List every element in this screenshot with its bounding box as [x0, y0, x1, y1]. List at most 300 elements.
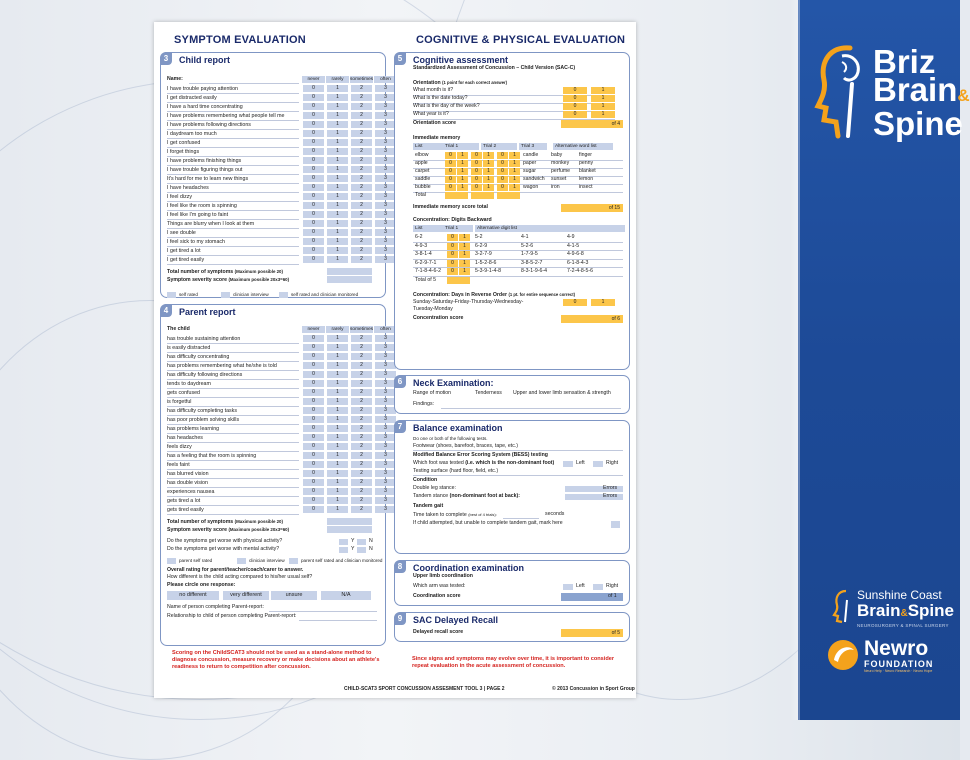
trial-one-cell[interactable]: 1 — [483, 168, 494, 175]
score-cell-0[interactable]: 0 — [303, 175, 324, 182]
score-cell-1[interactable]: 1 — [327, 247, 348, 254]
immediate-memory-heading: Immediate memory — [413, 135, 461, 141]
score-cell-3[interactable]: 3 — [375, 220, 396, 227]
score-cell-2[interactable]: 2 — [351, 416, 372, 423]
parent-severity-field[interactable] — [327, 526, 372, 533]
score-cell-2[interactable]: 2 — [351, 148, 372, 155]
score-cell-2[interactable]: 2 — [351, 184, 372, 191]
trial-one-cell[interactable]: 1 — [509, 176, 520, 183]
score-cell-3[interactable]: 3 — [375, 121, 396, 128]
score-cell-3[interactable]: 3 — [375, 103, 396, 110]
score-cell-1[interactable]: 1 — [327, 497, 348, 504]
child-total-field[interactable] — [327, 268, 372, 275]
immediate-memory-score-label: Immediate memory score total — [413, 204, 488, 210]
trial-one-cell[interactable]: 1 — [457, 176, 468, 183]
score-cell-3[interactable]: 3 — [375, 443, 396, 450]
score-cell-2[interactable]: 2 — [351, 371, 372, 378]
score-cell-2[interactable]: 2 — [351, 121, 372, 128]
score-cell-2[interactable]: 2 — [351, 497, 372, 504]
score-cell-2[interactable]: 2 — [351, 434, 372, 441]
alternative-digits: 4-9-6-8 — [567, 251, 584, 257]
sunshine-ampersand: & — [900, 608, 908, 619]
score-cell-3[interactable]: 3 — [375, 380, 396, 387]
score-one-cell[interactable]: 1 — [591, 87, 615, 94]
sac-delayed-recall-panel — [394, 612, 630, 642]
score-cell-1[interactable]: 1 — [327, 220, 348, 227]
score-cell-2[interactable]: 2 — [351, 157, 372, 164]
parent-symptom-label: has headaches — [167, 435, 203, 441]
score-cell-1[interactable]: 1 — [327, 398, 348, 405]
testing-surface-label: Testing surface (hard floor, field, etc.) — [413, 468, 499, 474]
score-cell-0[interactable]: 0 — [303, 497, 324, 504]
score-cell-0[interactable]: 0 — [303, 461, 324, 468]
score-cell-3[interactable]: 3 — [375, 112, 396, 119]
score-cell-2[interactable]: 2 — [351, 166, 372, 173]
score-cell-3[interactable]: 3 — [375, 488, 396, 495]
score-cell-1[interactable]: 1 — [327, 362, 348, 369]
score-cell-0[interactable]: 0 — [303, 443, 324, 450]
scale-header-sometimes: sometimes — [350, 327, 374, 332]
score-cell-2[interactable]: 2 — [351, 103, 372, 110]
score-cell-2[interactable]: 2 — [351, 85, 372, 92]
trial-one-cell[interactable]: 1 — [483, 176, 494, 183]
score-cell-0[interactable]: 0 — [303, 434, 324, 441]
score-cell-1[interactable]: 1 — [327, 148, 348, 155]
section-number: 8 — [394, 560, 406, 573]
digit-sequence: 3-8-1-4 — [415, 251, 432, 257]
parent-symptom-label: has blurred vision — [167, 471, 209, 477]
trial-zero-cell[interactable]: 0 — [497, 168, 508, 175]
trial-one-cell[interactable]: 1 — [509, 168, 520, 175]
parent-symptom-label: has difficulty completing tasks — [167, 408, 237, 414]
score-cell-2[interactable]: 2 — [351, 443, 372, 450]
score-cell-3[interactable]: 3 — [375, 362, 396, 369]
trial-zero-cell[interactable]: 0 — [497, 184, 508, 191]
score-cell-2[interactable]: 2 — [351, 407, 372, 414]
digit-zero-cell[interactable]: 0 — [447, 243, 458, 250]
score-cell-1[interactable]: 1 — [327, 434, 348, 441]
score-cell-1[interactable]: 1 — [327, 506, 348, 513]
score-cell-0[interactable]: 0 — [303, 238, 324, 245]
score-cell-3[interactable]: 3 — [375, 497, 396, 504]
score-cell-2[interactable]: 2 — [351, 139, 372, 146]
score-cell-2[interactable]: 2 — [351, 202, 372, 209]
left-arm-checkbox[interactable] — [563, 584, 573, 590]
score-cell-3[interactable]: 3 — [375, 407, 396, 414]
score-cell-2[interactable]: 2 — [351, 452, 372, 459]
trial-zero-cell[interactable]: 0 — [445, 184, 456, 191]
alternative-word: baby — [551, 152, 563, 158]
time-taken-line[interactable] — [503, 518, 539, 519]
reverse-zero-cell[interactable]: 0 — [563, 299, 587, 306]
score-cell-2[interactable]: 2 — [351, 461, 372, 468]
score-cell-3[interactable]: 3 — [375, 211, 396, 218]
score-cell-0[interactable]: 0 — [303, 121, 324, 128]
score-cell-0[interactable]: 0 — [303, 256, 324, 263]
score-cell-2[interactable]: 2 — [351, 229, 372, 236]
score-cell-3[interactable]: 3 — [375, 389, 396, 396]
scale-header-never: never — [302, 326, 325, 333]
score-cell-3[interactable]: 3 — [375, 425, 396, 432]
score-cell-3[interactable]: 3 — [375, 416, 396, 423]
score-cell-2[interactable]: 2 — [351, 211, 372, 218]
score-cell-0[interactable]: 0 — [303, 353, 324, 360]
alternative-word: candle — [523, 152, 539, 158]
name-completing-line[interactable] — [269, 611, 377, 612]
trial-zero-cell[interactable]: 0 — [497, 160, 508, 167]
score-cell-2[interactable]: 2 — [351, 479, 372, 486]
score-cell-0[interactable]: 0 — [303, 247, 324, 254]
score-cell-2[interactable]: 2 — [351, 238, 372, 245]
score-cell-1[interactable]: 1 — [327, 479, 348, 486]
digit-one-cell[interactable]: 1 — [459, 243, 470, 250]
response-option[interactable]: N/A — [321, 591, 371, 600]
tenderness-label: Tenderness — [475, 390, 502, 396]
digit-one-cell[interactable]: 1 — [459, 251, 470, 258]
score-one-cell[interactable]: 1 — [591, 111, 615, 118]
trial-one-cell[interactable]: 1 — [509, 160, 520, 167]
score-cell-2[interactable]: 2 — [351, 380, 372, 387]
no-checkbox[interactable] — [357, 547, 366, 553]
response-option[interactable]: unsure — [271, 591, 317, 600]
score-cell-1[interactable]: 1 — [327, 443, 348, 450]
score-cell-1[interactable]: 1 — [327, 103, 348, 110]
arm-tested-label: Which arm was tested: — [413, 583, 466, 589]
score-cell-0[interactable]: 0 — [303, 335, 324, 342]
score-cell-0[interactable]: 0 — [303, 130, 324, 137]
alternative-digits: 7-2-4-8-5-6 — [567, 268, 593, 274]
score-cell-3[interactable]: 3 — [375, 371, 396, 378]
score-cell-1[interactable]: 1 — [327, 461, 348, 468]
score-cell-1[interactable]: 1 — [327, 380, 348, 387]
score-cell-0[interactable]: 0 — [303, 380, 324, 387]
trial-zero-cell[interactable]: 0 — [471, 176, 482, 183]
score-cell-2[interactable]: 2 — [351, 175, 372, 182]
trial-zero-cell[interactable]: 0 — [445, 152, 456, 159]
score-cell-1[interactable]: 1 — [327, 229, 348, 236]
parent-symptom-label: has a feeling that the room is spinning — [167, 453, 257, 459]
score-cell-0[interactable]: 0 — [303, 362, 324, 369]
score-cell-2[interactable]: 2 — [351, 94, 372, 101]
score-cell-3[interactable]: 3 — [375, 506, 396, 513]
legend-checkbox[interactable] — [237, 558, 246, 564]
score-cell-3[interactable]: 3 — [375, 166, 396, 173]
score-cell-1[interactable]: 1 — [327, 389, 348, 396]
trial-one-cell[interactable]: 1 — [483, 184, 494, 191]
digit-zero-cell[interactable]: 0 — [447, 268, 458, 275]
legend-checkbox[interactable] — [167, 292, 176, 298]
score-cell-1[interactable]: 1 — [327, 353, 348, 360]
orientation-score-field[interactable]: of 4 — [561, 120, 623, 128]
score-cell-3[interactable]: 3 — [375, 344, 396, 351]
name-line[interactable] — [189, 83, 299, 84]
trial-one-cell[interactable]: 1 — [457, 160, 468, 167]
score-cell-1[interactable]: 1 — [327, 344, 348, 351]
scale-header-rarely: rarely — [326, 326, 349, 333]
score-cell-2[interactable]: 2 — [351, 362, 372, 369]
relationship-label: Relationship to child of person completing Parent-report: — [167, 613, 297, 619]
score-cell-0[interactable]: 0 — [303, 416, 324, 423]
score-one-cell[interactable]: 1 — [591, 103, 615, 110]
newro-foundation-logo — [864, 639, 933, 673]
score-cell-0[interactable]: 0 — [303, 157, 324, 164]
score-cell-3[interactable]: 3 — [375, 130, 396, 137]
score-cell-2[interactable]: 2 — [351, 353, 372, 360]
score-cell-1[interactable]: 1 — [327, 211, 348, 218]
digit-one-cell[interactable]: 1 — [459, 234, 470, 241]
score-zero-cell[interactable]: 0 — [563, 103, 587, 110]
score-cell-0[interactable]: 0 — [303, 407, 324, 414]
score-cell-0[interactable]: 0 — [303, 389, 324, 396]
score-cell-3[interactable]: 3 — [375, 335, 396, 342]
score-cell-2[interactable]: 2 — [351, 220, 372, 227]
delayed-recall-score-field[interactable]: of 5 — [561, 629, 623, 637]
score-cell-0[interactable]: 0 — [303, 103, 324, 110]
signs-warning-text: Since signs and symptoms may evolve over time, it is important to consider repeat evaluation in the acute assessment of concussion. — [412, 656, 615, 669]
legend-checkbox[interactable] — [289, 558, 298, 564]
score-cell-1[interactable]: 1 — [327, 157, 348, 164]
child-symptom-label: I get tired easily — [167, 257, 205, 263]
score-cell-0[interactable]: 0 — [303, 479, 324, 486]
score-cell-1[interactable]: 1 — [327, 452, 348, 459]
score-zero-cell[interactable]: 0 — [563, 87, 587, 94]
score-cell-3[interactable]: 3 — [375, 247, 396, 254]
child-symptom-label: I get tired a lot — [167, 248, 201, 254]
legend-checkbox[interactable] — [167, 558, 176, 564]
score-cell-0[interactable]: 0 — [303, 220, 324, 227]
score-cell-3[interactable]: 3 — [375, 479, 396, 486]
score-cell-0[interactable]: 0 — [303, 229, 324, 236]
score-cell-1[interactable]: 1 — [327, 130, 348, 137]
score-cell-1[interactable]: 1 — [327, 335, 348, 342]
score-cell-0[interactable]: 0 — [303, 166, 324, 173]
score-cell-0[interactable]: 0 — [303, 425, 324, 432]
footwear-line[interactable] — [413, 450, 623, 451]
score-cell-1[interactable]: 1 — [327, 94, 348, 101]
immediate-memory-score-field[interactable]: of 15 — [561, 204, 623, 212]
trial-zero-cell[interactable]: 0 — [497, 152, 508, 159]
unable-gait-checkbox[interactable] — [611, 521, 620, 528]
score-cell-3[interactable]: 3 — [375, 353, 396, 360]
score-cell-2[interactable]: 2 — [351, 398, 372, 405]
score-cell-1[interactable]: 1 — [327, 416, 348, 423]
score-cell-2[interactable]: 2 — [351, 506, 372, 513]
score-cell-0[interactable]: 0 — [303, 94, 324, 101]
score-cell-3[interactable]: 3 — [375, 470, 396, 477]
alternative-digits: 5-2-6 — [521, 242, 534, 249]
alternative-word: sunset — [551, 176, 567, 182]
alternative-digits: 6-1-8-4-3 — [567, 259, 589, 266]
trial-zero-cell[interactable]: 0 — [445, 160, 456, 167]
child-severity-field[interactable] — [327, 276, 372, 283]
score-cell-3[interactable]: 3 — [375, 398, 396, 405]
score-cell-1[interactable]: 1 — [327, 425, 348, 432]
tandem-stance-errors-label: Errors — [603, 493, 618, 499]
response-option[interactable]: very different — [223, 591, 269, 600]
no-checkbox[interactable] — [357, 539, 366, 545]
score-cell-1[interactable]: 1 — [327, 488, 348, 495]
parent-column-head: The child — [167, 326, 190, 332]
response-option[interactable]: no different — [167, 591, 219, 600]
score-cell-1[interactable]: 1 — [327, 85, 348, 92]
score-cell-1[interactable]: 1 — [327, 112, 348, 119]
right-foot-checkbox[interactable] — [593, 461, 603, 467]
score-cell-0[interactable]: 0 — [303, 112, 324, 119]
score-cell-3[interactable]: 3 — [375, 139, 396, 146]
parent-total-field[interactable] — [327, 518, 372, 525]
unable-gait-label: If child attempted, but unable to complete tandem gait, mark here — [413, 520, 563, 526]
trial-zero-cell[interactable]: 0 — [471, 152, 482, 159]
score-cell-3[interactable]: 3 — [375, 148, 396, 155]
yes-checkbox[interactable] — [339, 539, 348, 545]
score-cell-1[interactable]: 1 — [327, 139, 348, 146]
digits-total-cell[interactable] — [447, 277, 470, 284]
score-cell-0[interactable]: 0 — [303, 85, 324, 92]
score-cell-3[interactable]: 3 — [375, 184, 396, 191]
sunshine-tagline: NEUROSURGERY & SPINAL SURGERY — [857, 623, 949, 628]
score-cell-3[interactable]: 3 — [375, 157, 396, 164]
alternative-digits: 4-1-5 — [567, 242, 580, 249]
score-cell-1[interactable]: 1 — [327, 184, 348, 191]
score-cell-2[interactable]: 2 — [351, 193, 372, 200]
child-symptom-label: I have problems following directions — [167, 122, 251, 128]
score-cell-0[interactable]: 0 — [303, 506, 324, 513]
legend-checkbox[interactable] — [221, 292, 230, 298]
memory-word: bubble — [415, 184, 431, 190]
trial-zero-cell[interactable]: 0 — [445, 176, 456, 183]
left-foot-checkbox[interactable] — [563, 461, 573, 467]
score-cell-0[interactable]: 0 — [303, 202, 324, 209]
orientation-score-label: Orientation score — [413, 120, 456, 126]
trial-zero-cell[interactable]: 0 — [471, 168, 482, 175]
digit-zero-cell[interactable]: 0 — [447, 234, 458, 241]
score-cell-0[interactable]: 0 — [303, 139, 324, 146]
tandem-stance-text: Tandem stance — [413, 493, 449, 499]
footer-right: © 2013 Concussion in Sport Group — [552, 686, 635, 692]
parent-symptom-label: has difficulty following directions — [167, 372, 243, 378]
score-cell-3[interactable]: 3 — [375, 434, 396, 441]
digits-column-header: List — [413, 225, 443, 232]
digit-one-cell[interactable]: 1 — [459, 260, 470, 267]
digit-one-cell[interactable]: 1 — [459, 268, 470, 275]
score-cell-1[interactable]: 1 — [327, 407, 348, 414]
legend-checkbox[interactable] — [279, 292, 288, 298]
score-cell-2[interactable]: 2 — [351, 112, 372, 119]
score-cell-1[interactable]: 1 — [327, 371, 348, 378]
score-cell-2[interactable]: 2 — [351, 335, 372, 342]
parent-report-panel — [160, 304, 391, 646]
findings-line[interactable] — [441, 408, 621, 409]
balance-examination-panel — [394, 420, 630, 554]
trial-zero-cell[interactable]: 0 — [471, 160, 482, 167]
score-cell-1[interactable]: 1 — [327, 121, 348, 128]
score-cell-1[interactable]: 1 — [327, 193, 348, 200]
yes-label: Y — [351, 538, 355, 544]
score-cell-3[interactable]: 3 — [375, 461, 396, 468]
testing-surface-line[interactable] — [413, 475, 623, 476]
trial-total-cell[interactable] — [445, 192, 468, 199]
score-cell-2[interactable]: 2 — [351, 256, 372, 263]
trial-one-cell[interactable]: 1 — [457, 152, 468, 159]
score-cell-0[interactable]: 0 — [303, 184, 324, 191]
child-symptom-label: I have a hard time concentrating — [167, 104, 243, 110]
score-cell-1[interactable]: 1 — [327, 238, 348, 245]
score-cell-0[interactable]: 0 — [303, 344, 324, 351]
score-cell-0[interactable]: 0 — [303, 488, 324, 495]
concentration-score-field[interactable]: of 6 — [561, 315, 623, 323]
score-cell-1[interactable]: 1 — [327, 202, 348, 209]
score-cell-3[interactable]: 3 — [375, 202, 396, 209]
child-report-panel — [160, 52, 391, 298]
circle-response-label: Please circle one response: — [167, 582, 236, 588]
bess-heading: Modified Balance Error Scoring System (BESS) testing — [413, 452, 548, 458]
alternative-digits: 1-5-2-8-6 — [475, 259, 497, 266]
score-cell-3[interactable]: 3 — [375, 238, 396, 245]
trial-one-cell[interactable]: 1 — [509, 152, 520, 159]
trial-one-cell[interactable]: 1 — [483, 160, 494, 167]
trial-zero-cell[interactable]: 0 — [497, 176, 508, 183]
score-cell-2[interactable]: 2 — [351, 470, 372, 477]
right-arm-checkbox[interactable] — [593, 584, 603, 590]
score-cell-2[interactable]: 2 — [351, 425, 372, 432]
trial-one-cell[interactable]: 1 — [483, 152, 494, 159]
score-cell-2[interactable]: 2 — [351, 389, 372, 396]
trial-zero-cell[interactable]: 0 — [471, 184, 482, 191]
score-cell-0[interactable]: 0 — [303, 398, 324, 405]
yes-checkbox[interactable] — [339, 547, 348, 553]
score-cell-1[interactable]: 1 — [327, 256, 348, 263]
score-cell-3[interactable]: 3 — [375, 452, 396, 459]
score-cell-2[interactable]: 2 — [351, 247, 372, 254]
score-cell-2[interactable]: 2 — [351, 488, 372, 495]
parent-symptom-label: is forgetful — [167, 399, 192, 405]
score-cell-3[interactable]: 3 — [375, 85, 396, 92]
score-cell-0[interactable]: 0 — [303, 470, 324, 477]
score-cell-0[interactable]: 0 — [303, 371, 324, 378]
score-zero-cell[interactable]: 0 — [563, 95, 587, 102]
score-cell-0[interactable]: 0 — [303, 211, 324, 218]
score-cell-1[interactable]: 1 — [327, 470, 348, 477]
score-cell-0[interactable]: 0 — [303, 193, 324, 200]
score-cell-3[interactable]: 3 — [375, 94, 396, 101]
score-cell-3[interactable]: 3 — [375, 256, 396, 263]
trial-total-cell[interactable] — [497, 192, 520, 199]
relationship-line[interactable] — [299, 620, 377, 621]
score-cell-3[interactable]: 3 — [375, 229, 396, 236]
score-cell-2[interactable]: 2 — [351, 130, 372, 137]
score-cell-3[interactable]: 3 — [375, 175, 396, 182]
trial-one-cell[interactable]: 1 — [509, 184, 520, 191]
trial-one-cell[interactable]: 1 — [457, 184, 468, 191]
score-cell-3[interactable]: 3 — [375, 193, 396, 200]
digit-zero-cell[interactable]: 0 — [447, 251, 458, 258]
scale-header-rarely: rarely — [326, 76, 349, 83]
trial-total-cell[interactable] — [471, 192, 494, 199]
trial-one-cell[interactable]: 1 — [457, 168, 468, 175]
score-cell-2[interactable]: 2 — [351, 344, 372, 351]
reverse-one-cell[interactable]: 1 — [591, 299, 615, 306]
neck-examination-panel — [394, 375, 630, 414]
digit-zero-cell[interactable]: 0 — [447, 260, 458, 267]
score-cell-1[interactable]: 1 — [327, 175, 348, 182]
trial-zero-cell[interactable]: 0 — [445, 168, 456, 175]
memory-word: saddle — [415, 176, 431, 182]
score-cell-0[interactable]: 0 — [303, 148, 324, 155]
score-one-cell[interactable]: 1 — [591, 95, 615, 102]
score-zero-cell[interactable]: 0 — [563, 111, 587, 118]
score-cell-0[interactable]: 0 — [303, 452, 324, 459]
score-cell-1[interactable]: 1 — [327, 166, 348, 173]
